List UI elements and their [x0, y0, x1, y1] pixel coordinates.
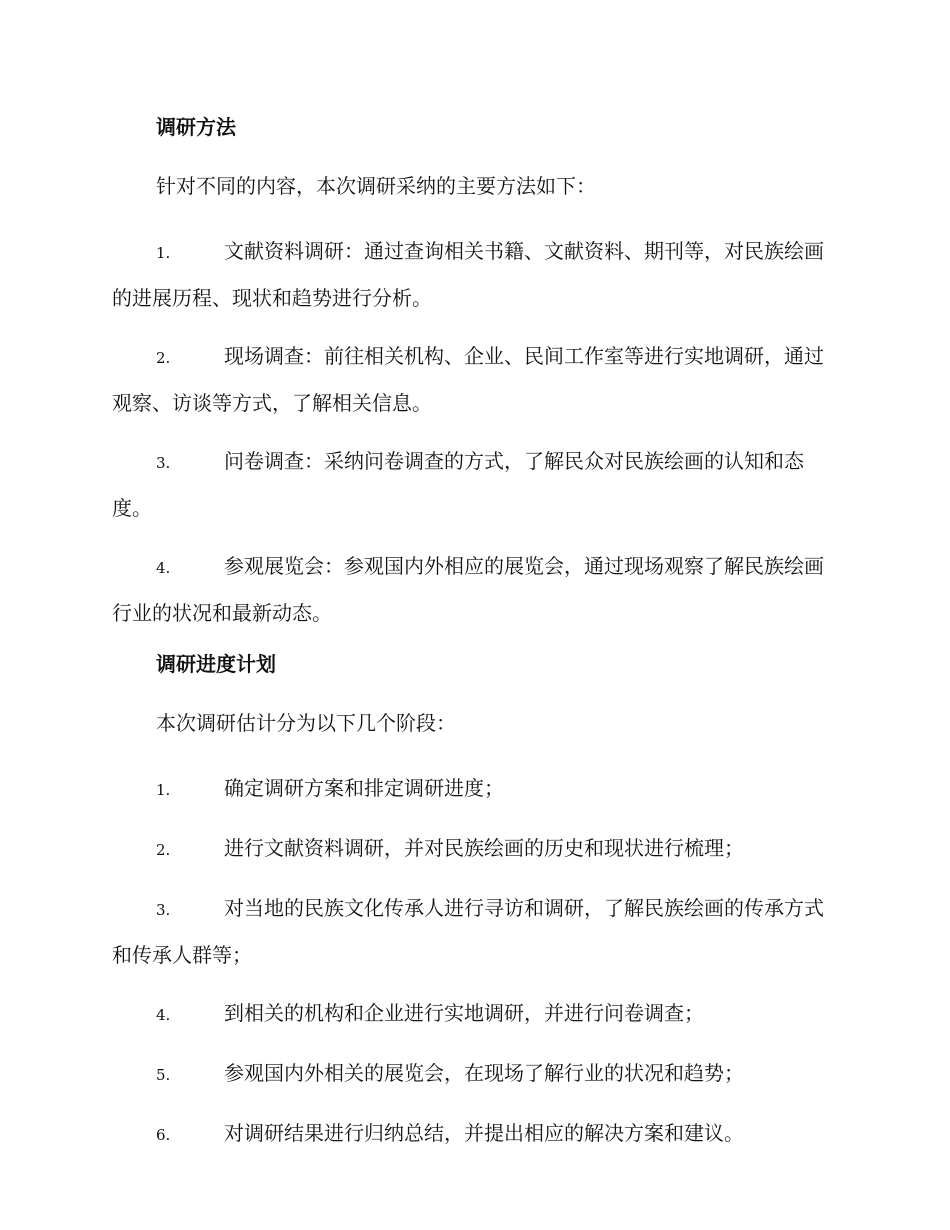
list-item — [112, 334, 838, 426]
list-number: 3. — [156, 454, 171, 472]
list-text: 现场调查：前往相关机构、企业、民间工作室等进行实地调研，通过观察、访谈等方式，了解相关信息。 — [112, 344, 824, 415]
list-item — [112, 544, 838, 636]
list-item — [112, 766, 838, 813]
list-number: 1. — [156, 244, 171, 262]
section-intro: 针对不同的内容，本次调研采纳的主要方法如下： — [156, 174, 596, 198]
list-number: 2. — [156, 349, 171, 367]
list-number: 4. — [156, 559, 171, 577]
list-number: 1. — [156, 781, 171, 799]
list-text: 文献资料调研：通过查询相关书籍、文献资料、期刊等，对民族绘画的进展历程、现状和趋势进行分析。 — [112, 239, 824, 310]
list-item — [112, 1111, 838, 1158]
list-text: 参观展览会：参观国内外相应的展览会，通过现场观察了解民族绘画行业的状况和最新动态。 — [112, 554, 824, 625]
list-text: 问卷调查：采纳问卷调查的方式，了解民众对民族绘画的认知和态度。 — [112, 449, 804, 520]
list-item — [112, 886, 838, 978]
list-number: 3. — [156, 901, 171, 919]
list-item — [112, 229, 838, 321]
list-text: 确定调研方案和排定调研进度； — [224, 776, 504, 800]
list-number: 6. — [156, 1126, 171, 1144]
section-heading: 调研进度计划 — [156, 652, 276, 676]
list-text: 对当地的民族文化传承人进行寻访和调研，了解民族绘画的传承方式和传承人群等； — [112, 896, 824, 967]
list-item — [112, 1051, 838, 1098]
research-schedule-section — [112, 649, 838, 1158]
list-text: 进行文献资料调研，并对民族绘画的历史和现状进行梳理； — [224, 836, 744, 860]
section-intro: 本次调研估计分为以下几个阶段： — [156, 711, 456, 735]
list-item — [112, 826, 838, 873]
research-methods-section — [112, 112, 838, 636]
list-text: 到相关的机构和企业进行实地调研，并进行问卷调查； — [224, 1001, 704, 1025]
list-number: 2. — [156, 841, 171, 859]
list-item — [112, 439, 838, 531]
list-item — [112, 991, 838, 1038]
list-text: 参观国内外相关的展览会，在现场了解行业的状况和趋势； — [224, 1061, 744, 1085]
section-heading: 调研方法 — [156, 115, 236, 139]
list-number: 5. — [156, 1066, 171, 1084]
list-number: 4. — [156, 1006, 171, 1024]
list-text: 对调研结果进行归纳总结，并提出相应的解决方案和建议。 — [224, 1121, 744, 1145]
